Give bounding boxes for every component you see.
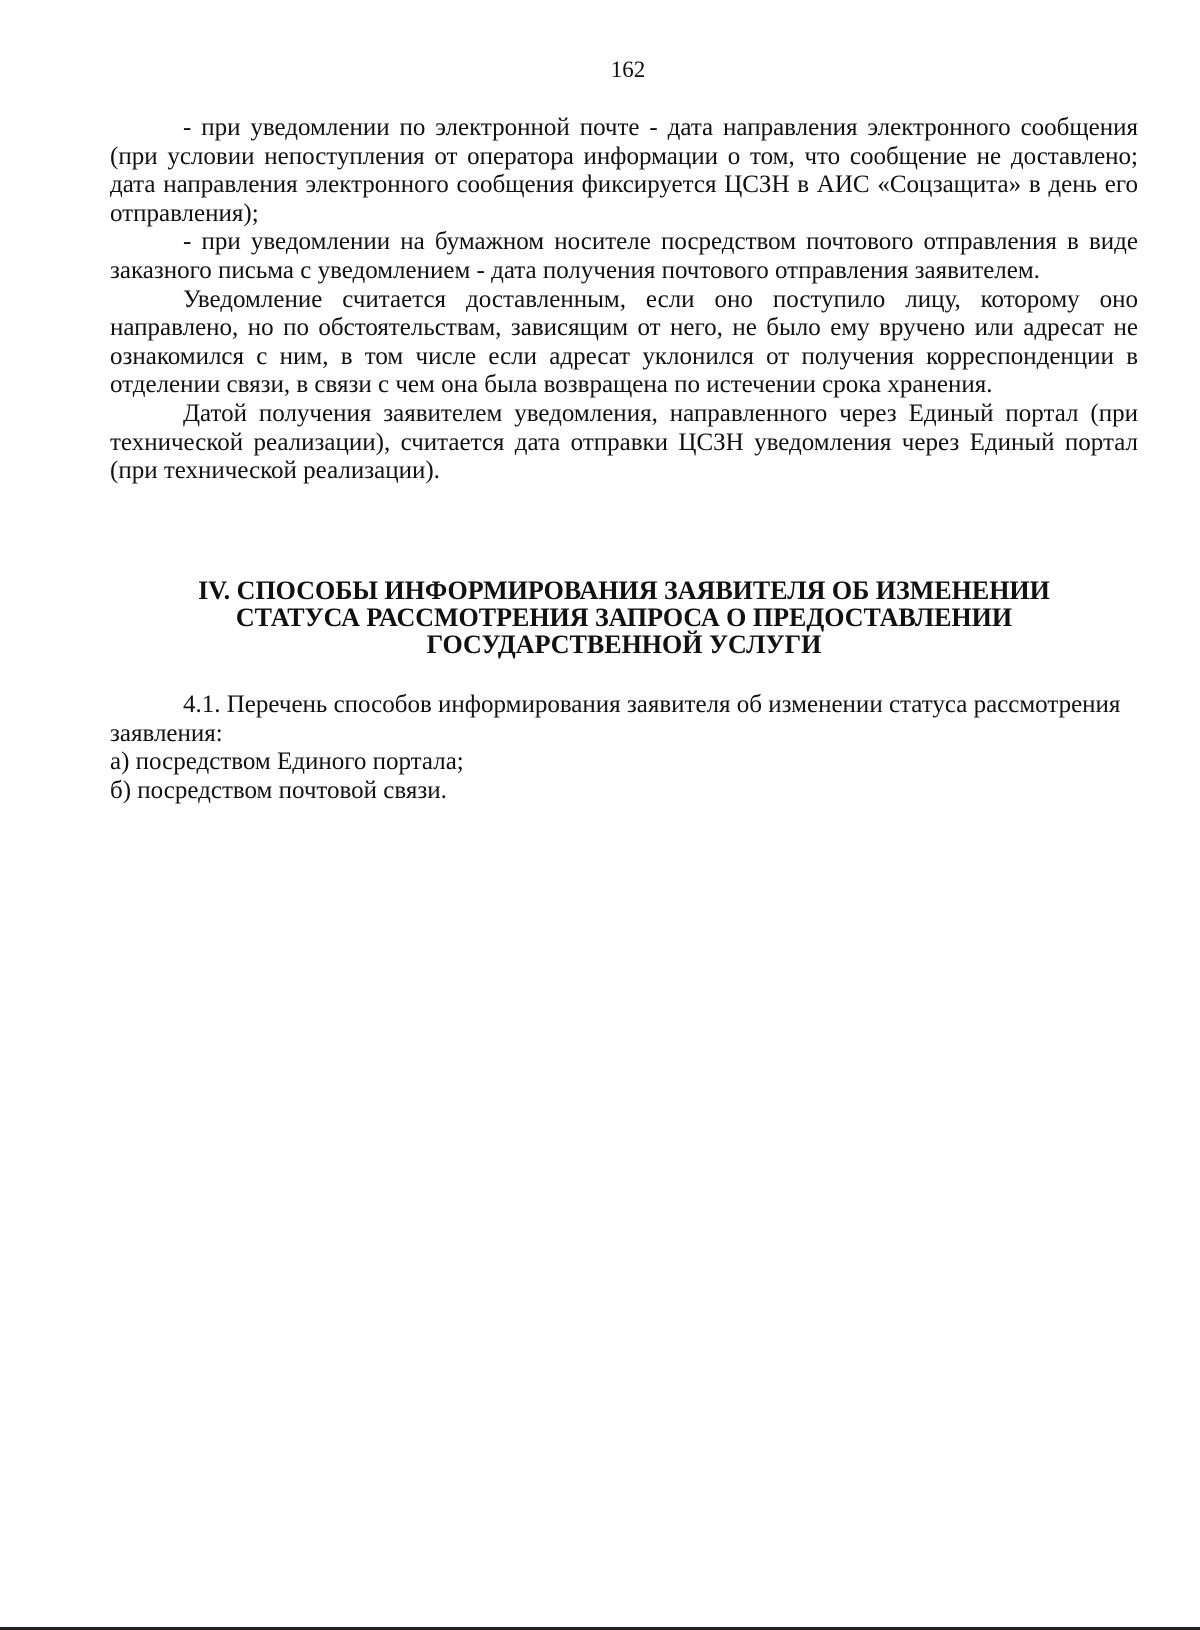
section-heading-line-3: ГОСУДАРСТВЕННОЙ УСЛУГИ	[426, 630, 822, 659]
paragraph-paper-notification: - при уведомлении на бумажном носителе посредством почтового отправления в виде заказного письма с уведомлением - дата получения почтового отправления заявителем.	[110, 228, 1138, 284]
list-item: б) посредством почтовой связи.	[110, 776, 447, 804]
list-item: а) посредством Единого портала;	[110, 748, 464, 776]
body-text	[110, 114, 1138, 486]
section-heading-line-1: IV. СПОСОБЫ ИНФОРМИРОВАНИЯ ЗАЯВИТЕЛЯ ОБ ИЗМЕНЕНИИ	[198, 576, 1050, 605]
list-intro: 4.1. Перечень способов информирования заявителя об изменении статуса рассмотрения заявления:	[110, 691, 1121, 747]
paragraph-email-notification: - при уведомлении по электронной почте - дата направления электронного сообщения (при условии непоступления от оператора информации о том, что сообщение не доставлено; дата направления электронного сообщения фиксируется ЦСЗН в АИС «Соцзащита» в день его отправления);	[110, 114, 1138, 227]
page-number: 162	[610, 57, 646, 82]
paragraph-delivered-notification: Уведомление считается доставленным, если оно поступило лицу, которому оно направлено, но по обстоятельствам, зависящим от него, не было ему вручено или адресат не ознакомился с ним, в том числе если адресат уклонился от получения корреспонденции в отделении связи, в связи с чем она была возвращена по истечении срока хранения.	[110, 285, 1138, 399]
informing-methods-list	[110, 691, 1138, 805]
section-heading-line-2: СТАТУСА РАССМОТРЕНИЯ ЗАПРОСА О ПРЕДОСТАВЛЕНИИ	[235, 603, 1013, 632]
section-heading	[110, 577, 1138, 658]
paragraph-portal-notification: Датой получения заявителем уведомления, направленного через Единый портал (при технической реализации), считается дата отправки ЦСЗН уведомления через Единый портал (при технической реализации).	[110, 399, 1138, 485]
